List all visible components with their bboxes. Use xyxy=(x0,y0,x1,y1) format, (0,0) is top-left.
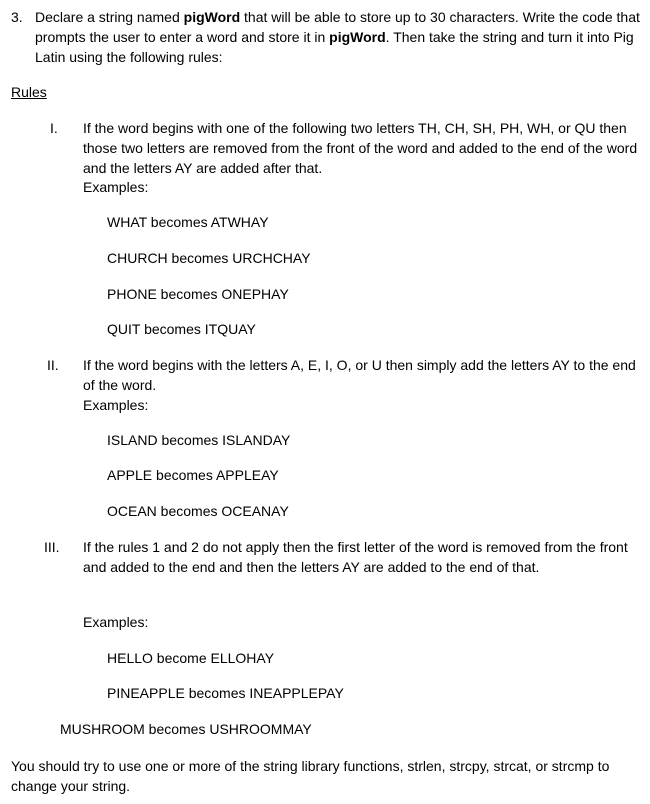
example-item: CHURCH becomes URCHCHAY xyxy=(107,250,311,266)
rule-numeral: I. xyxy=(50,120,58,136)
question-text-part: . Then take the string and turn it into Pig Latin using the following rules: xyxy=(35,29,634,65)
question-text xyxy=(35,7,640,67)
variable-name: pigWord xyxy=(183,9,241,25)
variable-name: pigWord xyxy=(329,29,386,45)
question-text-part: Declare a string named xyxy=(35,9,184,25)
rule-numeral: II. xyxy=(47,357,59,373)
example-item: PINEAPPLE becomes INEAPPLEPAY xyxy=(107,685,344,701)
example-item: WHAT becomes ATWHAY xyxy=(107,214,269,230)
example-item: APPLE becomes APPLEAY xyxy=(107,467,279,483)
examples-label: Examples: xyxy=(83,397,149,413)
question-text-part: that will be able to store up to 30 characters. Write the code that prompts the user to enter a word and store it in xyxy=(35,9,640,45)
example-item: MUSHROOM becomes USHROOMMAY xyxy=(60,721,312,737)
footer-note: You should try to use one or more of the string library functions, strlen, strcpy, strcat, or strcmp to change your string. xyxy=(11,758,610,794)
rule-text: If the word begins with the letters A, E, I, O, or U then simply add the letters AY to the end of the word. xyxy=(83,357,636,393)
rules-heading: Rules xyxy=(11,84,47,100)
example-item: OCEAN becomes OCEANAY xyxy=(107,503,289,519)
example-item: QUIT becomes ITQUAY xyxy=(107,321,256,337)
rule-text: If the rules 1 and 2 do not apply then the first letter of the word is removed from the front and added to the end and then the letters AY are added to the end of that. xyxy=(83,539,628,575)
examples-label: Examples: xyxy=(83,614,149,630)
example-item: HELLO become ELLOHAY xyxy=(107,650,275,666)
example-item: ISLAND becomes ISLANDAY xyxy=(107,432,291,448)
rule-numeral: III. xyxy=(44,539,60,555)
rule-text: If the word begins with one of the following two letters TH, CH, SH, PH, WH, or QU then those two letters are removed from the front of the word and added to the end of the word and the letters AY are added after that. xyxy=(83,120,638,176)
question-number: 3. xyxy=(11,9,23,25)
example-item: PHONE becomes ONEPHAY xyxy=(107,286,289,302)
examples-label: Examples: xyxy=(83,179,149,195)
